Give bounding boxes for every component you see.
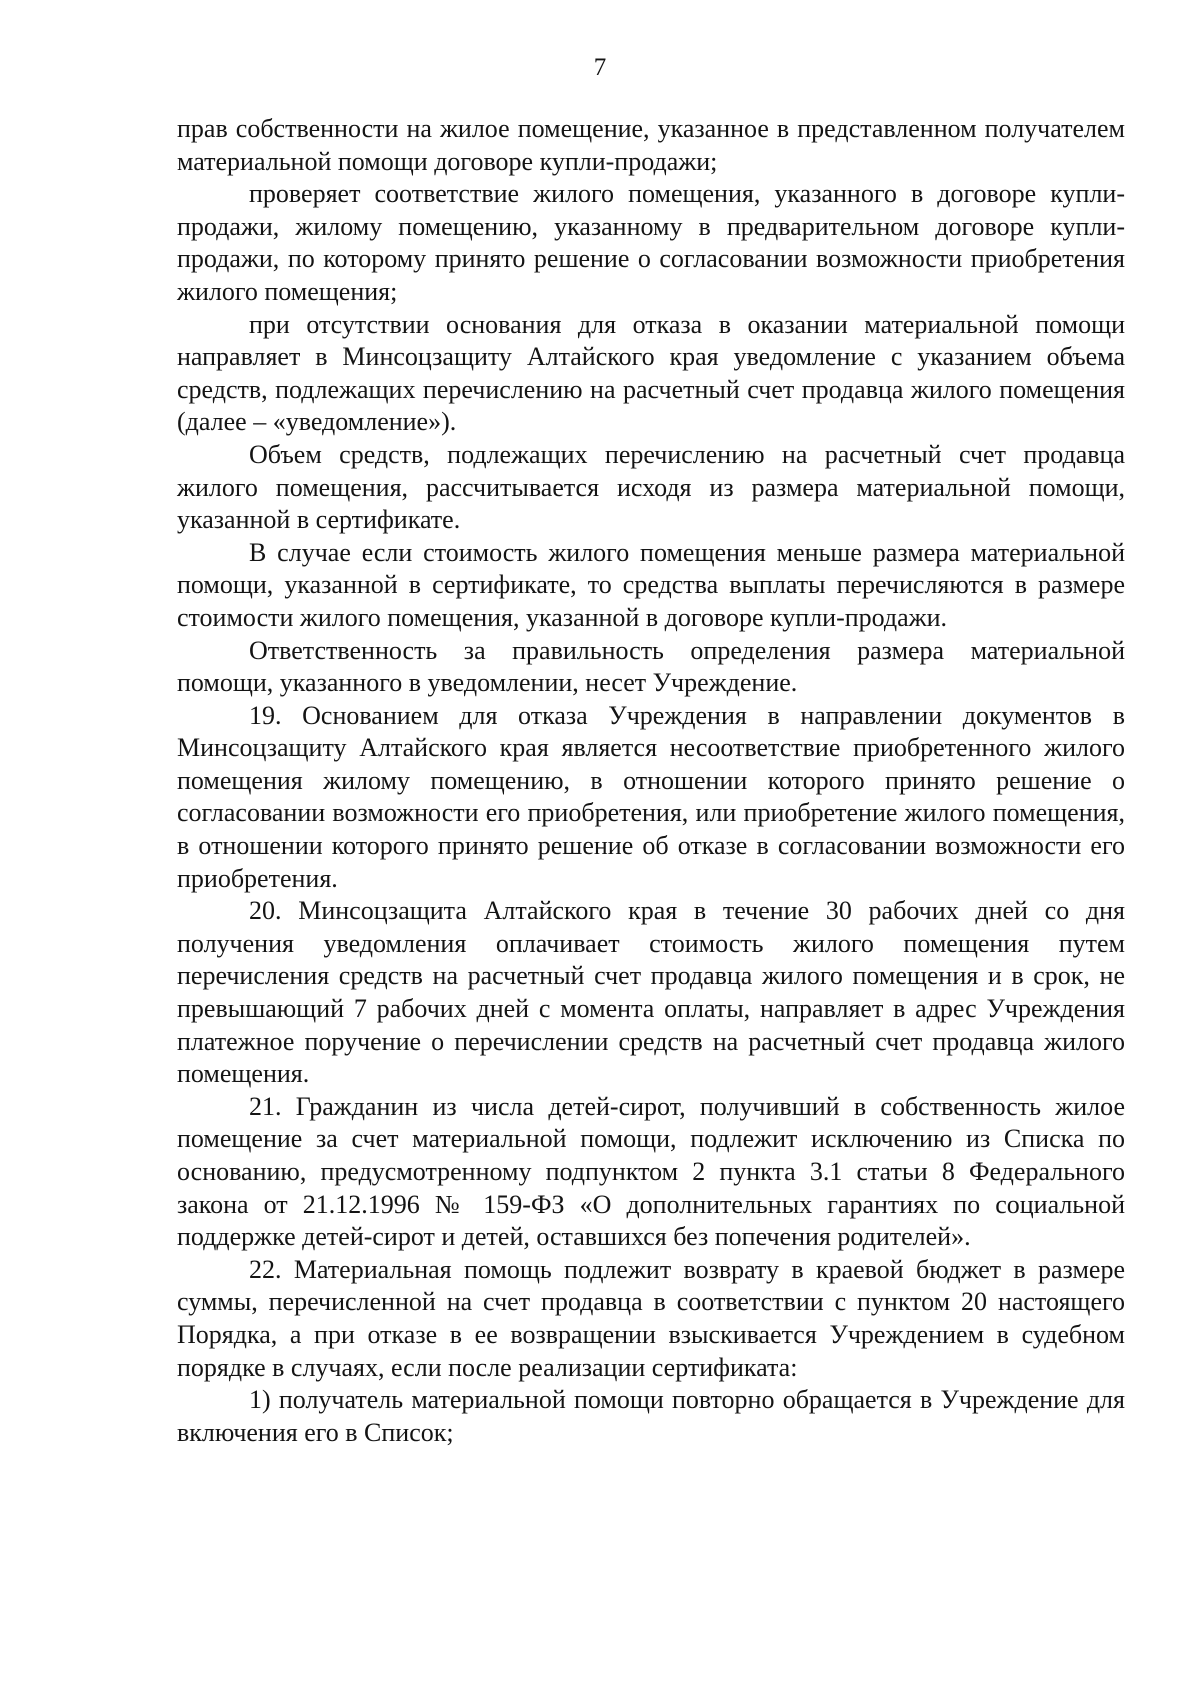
paragraph-item-20: 20. Минсоцзащита Алтайского края в течение 30 рабочих дней со дня получения уведомления оплачивает стоимость жилого помещения путем перечисления средств на расчетный счет продавца жилого помещения и в срок, не превышающий 7 рабочих дней с момента оплаты, направляет в адрес Учреждения платежное поручение о перечислении средств на расчетный счет продавца жилого помещения. — [177, 896, 1125, 1089]
paragraph-verification: проверяет соответствие жилого помещения, указанного в договоре купли-продажи, жилому помещению, указанному в предварительном договоре купли-продажи, по которому принято решение о согласовании возможности приобретения жилого помещения; — [177, 179, 1125, 306]
paragraph-notification: при отсутствии основания для отказа в оказании материальной помощи направляет в Минсоцзащиту Алтайского края уведомление с указанием объема средств, подлежащих перечислению на расчетный счет продавца жилого помещения (далее – «уведомление»). — [177, 309, 1125, 437]
paragraph-continuation: прав собственности на жилое помещение, указанное в представленном получателем материальной помощи договоре купли-продажи; — [177, 114, 1125, 176]
scan-artifact — [1150, 1652, 1160, 1655]
paragraph-subitem-1: 1) получатель материальной помощи повторно обращается в Учреждение для включения его в Список; — [177, 1385, 1125, 1447]
paragraph-item-22: 22. Материальная помощь подлежит возврату в краевой бюджет в размере суммы, перечисленной на счет продавца в соответствии с пунктом 20 настоящего Порядка, а при отказе в ее возвращении взыскивается Учреждением в судебном порядке в случаях, если после реализации сертификата: — [177, 1254, 1125, 1382]
paragraph-lower-cost: В случае если стоимость жилого помещения меньше размера материальной помощи, указанной в сертификате, то средства выплаты перечисляются в размере стоимости жилого помещения, указанной в договоре купли-продажи. — [177, 537, 1125, 632]
page-number: 7 — [593, 54, 607, 81]
document-body — [177, 113, 1125, 1449]
paragraph-responsibility: Ответственность за правильность определения размера материальной помощи, указанного в уведомлении, несет Учреждение. — [177, 635, 1125, 698]
paragraph-funds-volume: Объем средств, подлежащих перечислению на расчетный счет продавца жилого помещения, рассчитывается исходя из размера материальной помощи, указанной в сертификате. — [177, 439, 1125, 535]
paragraph-item-19: 19. Основанием для отказа Учреждения в направлении документов в Минсоцзащиту Алтайского края является несоответствие приобретенного жилого помещения жилому помещению, в отношении которого принято решение о согласовании возможности его приобретения, или приобретение жилого помещения, в отношении которого принято решение об отказе в согласовании возможности его приобретения. — [177, 700, 1125, 893]
paragraph-item-21: 21. Гражданин из числа детей-сирот, получивший в собственность жилое помещение за счет материальной помощи, подлежит исключению из Списка по основанию, предусмотренному подпунктом 2 пункта 3.1 статьи 8 Федерального закона от 21.12.1996 № 159-ФЗ «О дополнительных гарантиях по социальной поддержке детей-сирот и детей, оставшихся без попечения родителей». — [177, 1091, 1125, 1252]
